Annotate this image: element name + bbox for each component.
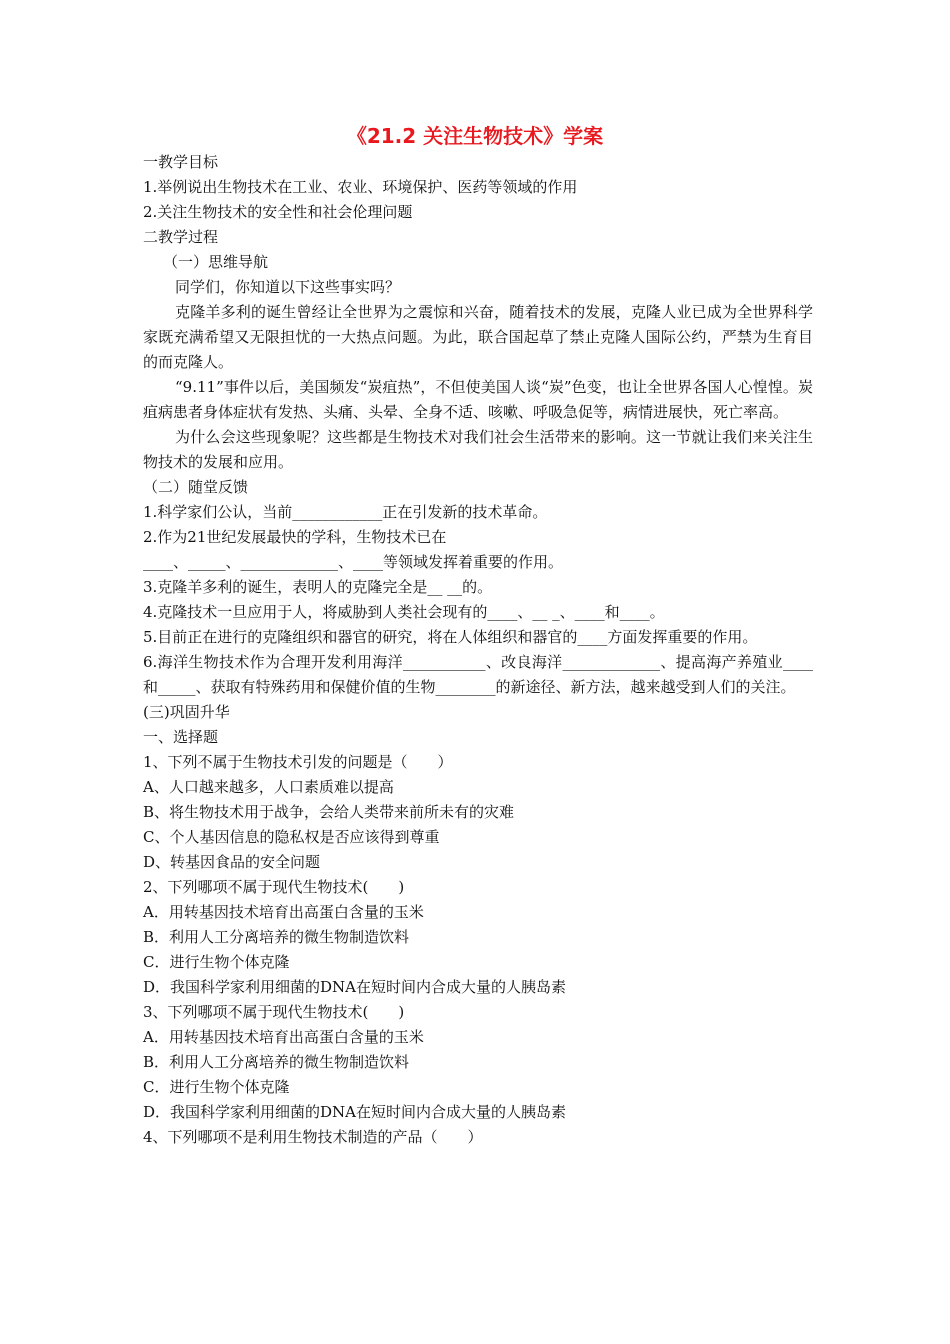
intro-paragraph: 同学们，你知道以下这些事实吗？ bbox=[175, 278, 401, 296]
feedback-question: 5.目前正在进行的克隆组织和器官的研究，将在人体组织和器官的____方面发挥重要的作用。 bbox=[143, 628, 758, 646]
paragraph-cloning: 克隆羊多利的诞生曾经让全世界为之震惊和兴奋，随着技术的发展，克隆人业已成为全世界科学家既充满希望又无限担忧的一大热点问题。为此，联合国起草了禁止克隆人国际公约，严禁为生育目的而克隆人。 bbox=[143, 303, 813, 371]
question-line: 2、下列哪项不属于现代生物技术( ) bbox=[143, 878, 405, 896]
section-heading-consolidation: (三)巩固升华 bbox=[143, 703, 230, 721]
option-line: D、转基因食品的安全问题 bbox=[143, 853, 321, 871]
feedback-question: 3.克隆羊多利的诞生，表明人的克隆完全是__ __的。 bbox=[143, 578, 493, 596]
section-heading-feedback: （二）随堂反馈 bbox=[143, 478, 249, 496]
paragraph-summary: 为什么会这些现象呢？这些都是生物技术对我们社会生活带来的影响。这一节就让我们来关注生物技术的发展和应用。 bbox=[143, 428, 813, 471]
feedback-question: 4.克隆技术一旦应用于人，将威胁到人类社会现有的____、__ _、____和____。 bbox=[143, 603, 665, 621]
section-heading-thinking: （一）思维导航 bbox=[163, 253, 269, 271]
feedback-question: 2.作为21世纪发展最快的学科，生物技术已在 bbox=[143, 528, 447, 546]
option-line: D．我国科学家利用细菌的DNA在短时间内合成大量的人胰岛素 bbox=[143, 978, 567, 996]
process-heading: 二教学过程 bbox=[143, 228, 219, 246]
option-line: B．利用人工分离培养的微生物制造饮料 bbox=[143, 1053, 410, 1071]
page-title: 《21.2 关注生物技术》学案 bbox=[346, 124, 604, 148]
option-line: C．进行生物个体克隆 bbox=[143, 953, 290, 971]
option-line: C．进行生物个体克隆 bbox=[143, 1078, 290, 1096]
option-line: A．用转基因技术培育出高蛋白含量的玉米 bbox=[143, 903, 424, 921]
objective-item: 2.关注生物技术的安全性和社会伦理问题 bbox=[143, 203, 413, 221]
option-line: A．用转基因技术培育出高蛋白含量的玉米 bbox=[143, 1028, 424, 1046]
option-line: B、将生物技术用于战争，会给人类带来前所未有的灾难 bbox=[143, 803, 515, 821]
question-line: 4、下列哪项不是利用生物技术制造的产品（ ） bbox=[143, 1128, 483, 1146]
option-line: C、个人基因信息的隐私权是否应该得到尊重 bbox=[143, 828, 440, 846]
question-line: 1、下列不属于生物技术引发的问题是（ ） bbox=[143, 753, 453, 771]
choice-section-heading: 一、选择题 bbox=[143, 728, 219, 746]
paragraph-anthrax: “9.11”事件以后，美国频发“炭疽热”，不但使美国人谈“炭”色变，也让全世界各国人心惶惶。炭疽病患者身体症状有发热、头痛、头晕、全身不适、咳嗽、呼吸急促等，病情进展快，死亡率高。 bbox=[143, 378, 813, 421]
option-line: A、人口越来越多，人口素质难以提高 bbox=[143, 778, 394, 796]
document-body bbox=[143, 150, 813, 1150]
objective-item: 1.举例说出生物技术在工业、农业、环境保护、医药等领域的作用 bbox=[143, 178, 578, 196]
objectives-heading: 一教学目标 bbox=[143, 153, 219, 171]
feedback-question: ____、_____、_____________、____等领域发挥着重要的作用。 bbox=[143, 553, 564, 571]
question-line: 3、下列哪项不属于现代生物技术( ) bbox=[143, 1003, 405, 1021]
feedback-question: 6.海洋生物技术作为合理开发利用海洋___________、改良海洋_____________、提高海产养殖业____和_____、获取有特殊药用和保健价值的生物________的新途径、新方法，越来越受到人们的关注。 bbox=[143, 653, 813, 696]
option-line: D．我国科学家利用细菌的DNA在短时间内合成大量的人胰岛素 bbox=[143, 1103, 567, 1121]
option-line: B．利用人工分离培养的微生物制造饮料 bbox=[143, 928, 410, 946]
feedback-question: 1.科学家们公认，当前____________正在引发新的技术革命。 bbox=[143, 503, 548, 521]
